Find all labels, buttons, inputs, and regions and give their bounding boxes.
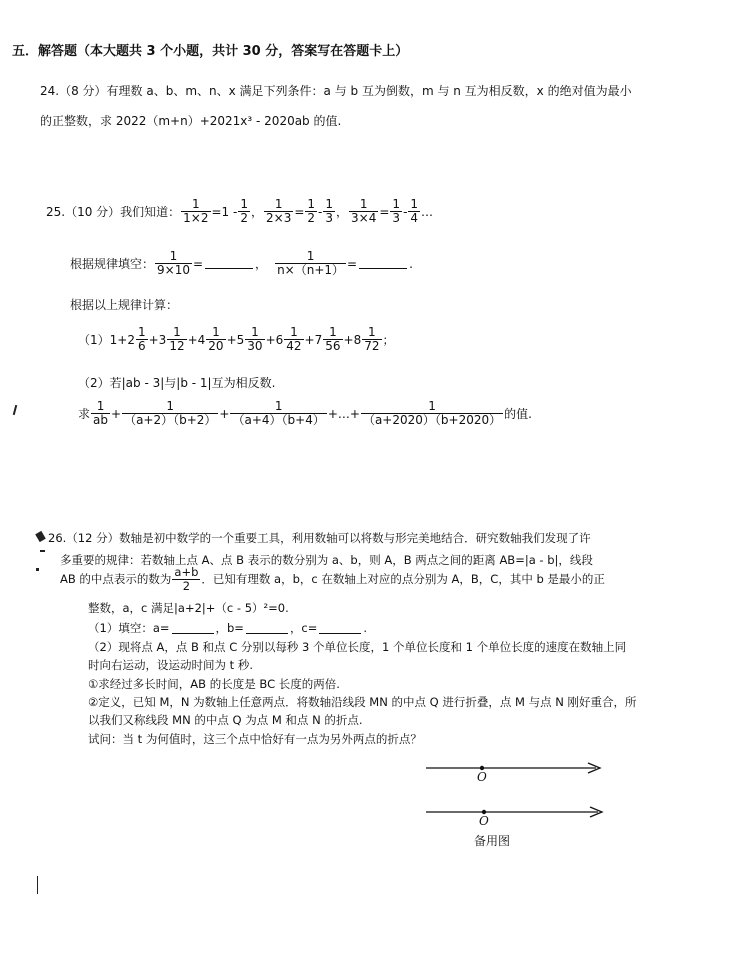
answer-blank (359, 258, 407, 269)
answer-blank (172, 623, 214, 634)
section-title: 五．解答题（本大题共 3 个小题，共计 30 分，答案写在答题卡上） (12, 44, 409, 59)
fraction: $\frac{1}{ab}$ (93, 399, 108, 428)
number-line-figure (420, 756, 620, 852)
fraction: $\frac{1}{3}$ (392, 197, 401, 226)
fraction: $\frac{1}{n\times(n+1)}$ (277, 249, 345, 278)
scan-mark (13, 405, 18, 415)
fraction: $\frac{1}{2}$ (307, 197, 316, 226)
answer-blank (319, 623, 361, 634)
separator: ， (250, 205, 263, 220)
fraction: $\frac{1}{56}$ (325, 325, 341, 354)
q26-line1: 26.（12 分）数轴是初中数学的一个重要工具，利用数轴可以将数与形完美地结合．研究数轴我们发现了许 (48, 531, 591, 545)
equation-text: = (379, 204, 390, 219)
fraction: $\frac{1}{(a+2)(b+2)}$ (124, 399, 217, 428)
separator: ， (255, 257, 268, 272)
fraction: $\frac{1}{3}$ (325, 197, 334, 226)
q25-calc-lead: 根据以上规律计算： (70, 298, 179, 312)
figure-caption: 备用图 (474, 834, 511, 848)
separator: ， (336, 205, 349, 220)
term-text: +4 (187, 332, 206, 347)
q26-line7: 时向右运动，设运动时间为 t 秒. (88, 658, 253, 672)
answer-blank (205, 258, 253, 269)
fraction: $\frac{1}{3\times 4}$ (351, 197, 377, 226)
q26-line3-text: ．已知有理数 a，b，c 在数轴上对应的点分别为 A，B，C，其中 b 是最小的正 (201, 572, 605, 587)
term-text: +7 (304, 332, 323, 347)
period: . (409, 256, 413, 271)
term-text: +5 (226, 332, 245, 347)
q25-fill-row (70, 250, 413, 277)
q26-line3-text: AB 的中点表示的数为 (60, 572, 172, 587)
q26-line8: ①求经过多长时间，AB 的长度是 BC 长度的两倍. (88, 677, 340, 691)
ellipsis: +…+ (327, 406, 360, 421)
scan-mark (40, 550, 45, 552)
equation-text: =1 - (211, 204, 238, 219)
scan-mark (35, 531, 46, 542)
q26-line11: 试问：当 t 为何值时，这三个点中恰好有一点为另外两点的折点？ (88, 732, 422, 746)
fraction: $\frac{1}{20}$ (208, 325, 224, 354)
scan-mark (36, 568, 39, 571)
q26-line2: 多重要的规律：若数轴上点 A、点 B 表示的数分别为 a、b，则 A，B 两点之间的距离 AB=|a - b|，线段 (60, 553, 593, 567)
q24-line1: 24.（8 分）有理数 a、b、m、n、x 满足下列条件：a 与 b 互为倒数，m 与 n 互为相反数，x 的绝对值为最小 (40, 84, 632, 98)
equals-sign: = (347, 256, 358, 271)
minus-sign: - (318, 204, 323, 219)
fraction: $\frac{a+b}{2}$ (174, 565, 199, 593)
q26-fill-c: ，c= (289, 621, 318, 635)
number-line-2 (426, 807, 602, 817)
fraction: $\frac{1}{4}$ (410, 197, 419, 226)
fraction: $\frac{1}{42}$ (286, 325, 302, 354)
q26-fill-a: （1）填空：a= (88, 621, 170, 635)
fraction: $\frac{1}{2}$ (240, 197, 248, 226)
fraction: $\frac{1}{(a+4)(b+4)}$ (232, 399, 325, 428)
fraction: $\frac{1}{30}$ (247, 325, 263, 354)
fraction: $\frac{1}{12}$ (169, 325, 185, 354)
q26-line10: 以我们又称线段 MN 的中点 Q 为点 M 和点 N 的折点. (88, 713, 363, 727)
q25-lead: 25.（10 分）我们知道： (46, 205, 181, 220)
q25-part1-label: （1）1+2 (78, 333, 135, 348)
q26-line6: （2）现将点 A，点 B 和点 C 分别以每秒 3 个单位长度，1 个单位长度和 1 个单位长度的速度在数轴上同 (88, 640, 627, 654)
term-text: 的值. (504, 407, 532, 422)
term-text: +8 (343, 332, 362, 347)
q26-line9: ②定义，已知 M，N 为数轴上任意两点．将数轴沿线段 MN 的中点 Q 进行折叠，点 M 与点 N 刚好重合，所 (88, 695, 637, 709)
q25-sum-row (78, 400, 532, 427)
ellipsis: … (421, 204, 434, 219)
q25-sum-lead: 求 (78, 407, 91, 422)
fraction: $\frac{1}{2\times 3}$ (266, 197, 292, 226)
q25-intro-row (46, 198, 433, 225)
term-text: +6 (265, 332, 284, 347)
fraction: $\frac{1}{6}$ (137, 325, 146, 354)
q25-part1-row (78, 326, 395, 353)
q26-fill-row (88, 620, 367, 636)
q25-fill-lead: 根据规律填空： (70, 257, 155, 272)
term-text: +3 (148, 332, 167, 347)
fraction: $\frac{1}{72}$ (364, 325, 380, 354)
axis-origin-label: O (479, 814, 489, 828)
period: . (363, 621, 368, 635)
q24-line2: 的正整数，求 2022（m+n）+2021x³ - 2020ab 的值. (40, 114, 342, 128)
term-text: ； (382, 333, 395, 348)
scan-mark (37, 876, 38, 894)
plus-sign: + (111, 406, 122, 421)
axis-origin-label: O (477, 770, 487, 784)
number-line-1 (426, 763, 600, 773)
q26-line4: 整数，a，c 满足|a+2|+（c - 5）²=0. (88, 601, 289, 615)
plus-sign: + (219, 406, 230, 421)
fraction: $\frac{1}{1\times 2}$ (183, 197, 209, 226)
fraction: $\frac{1}{9\times 10}$ (157, 249, 190, 278)
q26-line3 (60, 566, 605, 592)
q26-fill-b: ，b= (215, 621, 244, 635)
fraction: $\frac{1}{(a+2020)(b+2020)}$ (362, 399, 502, 428)
equals-sign: = (192, 256, 204, 271)
q25-part2: （2）若|ab - 3|与|b - 1|互为相反数. (78, 376, 276, 390)
equation-text: = (294, 204, 305, 219)
minus-sign: - (403, 204, 408, 219)
answer-blank (246, 623, 288, 634)
